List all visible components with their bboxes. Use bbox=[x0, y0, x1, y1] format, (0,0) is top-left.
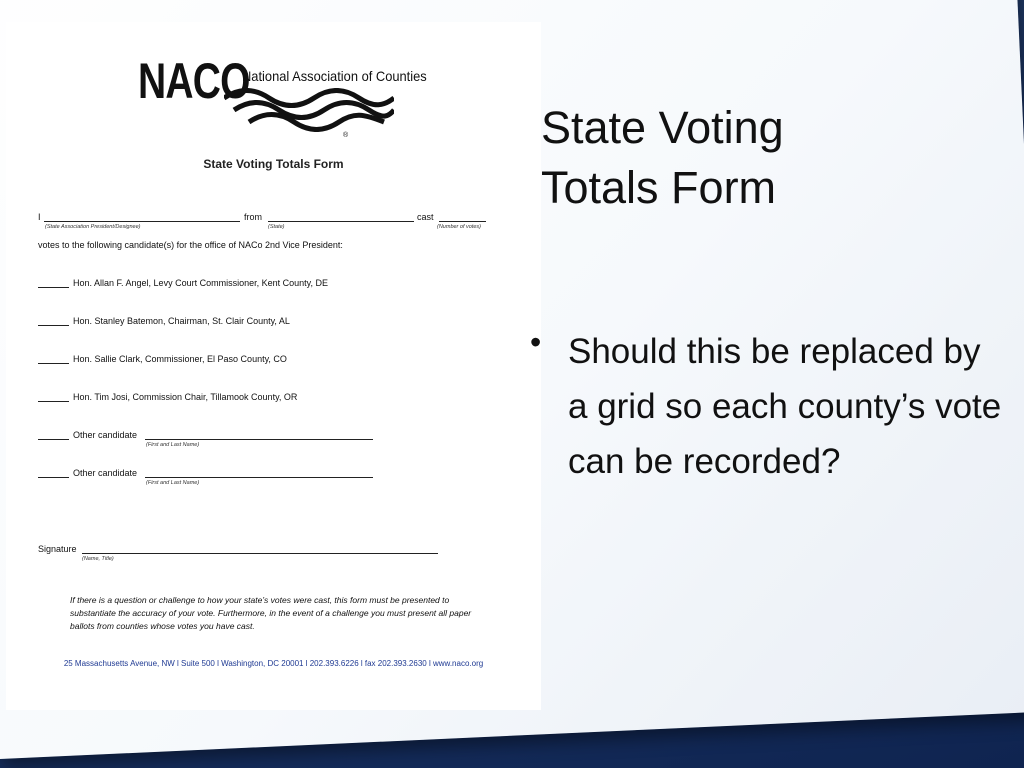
candidate-2: Hon. Stanley Batemon, Chairman, St. Clair County, AL bbox=[73, 316, 290, 326]
address-footer: 25 Massachusetts Avenue, NW l Suite 500 l Washington, DC 20001 l 202.393.6226 l fax 202.393.2630 l www.naco.org bbox=[63, 659, 484, 668]
line1-from: from bbox=[244, 212, 262, 222]
line1-cast: cast bbox=[417, 212, 434, 222]
slide-title-line1: State Voting bbox=[541, 102, 784, 153]
form-title: State Voting Totals Form bbox=[203, 157, 344, 171]
candidate-blank bbox=[38, 325, 69, 326]
other-candidate-sub: (First and Last Name) bbox=[146, 480, 200, 486]
candidate-4: Hon. Tim Josi, Commission Chair, Tillamook County, OR bbox=[73, 392, 298, 402]
candidate-1: Hon. Allan F. Angel, Levy Court Commissioner, Kent County, DE bbox=[73, 278, 328, 288]
signature-sub: (Name, Title) bbox=[82, 556, 114, 562]
other-candidate-blank bbox=[145, 439, 373, 440]
candidate-blank bbox=[38, 363, 69, 364]
sub-state: (State) bbox=[268, 224, 285, 230]
bullet-text: Should this be replaced by a grid so each county’s vote can be recorded? bbox=[568, 332, 1002, 481]
sub-president: (State Association President/Designee) bbox=[45, 224, 141, 230]
naco-logo bbox=[136, 52, 427, 147]
candidate-3: Hon. Sallie Clark, Commissioner, El Paso County, CO bbox=[73, 354, 287, 364]
president-blank bbox=[44, 221, 240, 222]
other-candidate-label: Other candidate bbox=[73, 430, 138, 440]
candidate-blank bbox=[38, 401, 69, 402]
signature-label: Signature bbox=[38, 544, 77, 554]
logo-waves-icon bbox=[224, 88, 394, 132]
slide-title-line2: Totals Form bbox=[541, 162, 777, 213]
challenge-notice: If there is a question or challenge to how your state’s votes were cast, this form must be presented to substantiate the accuracy of your vote. Furthermore, in the event of a challenge you must present all paper ballots from counties whose votes you have cast. bbox=[70, 595, 472, 631]
signature-blank bbox=[82, 553, 438, 554]
bullet-dot-icon: • bbox=[530, 324, 542, 360]
sub-votes: (Number of votes) bbox=[437, 224, 482, 230]
line1-prefix: I bbox=[38, 212, 41, 222]
logo-letters: NACO bbox=[138, 53, 250, 109]
votes-blank bbox=[439, 221, 486, 222]
registered-mark: ® bbox=[343, 132, 349, 139]
other-candidate-label: Other candidate bbox=[73, 468, 138, 478]
candidate-blank bbox=[38, 439, 69, 440]
votes-line: votes to the following candidate(s) for the office of NACo 2nd Vice President: bbox=[38, 240, 343, 250]
candidate-blank bbox=[38, 477, 69, 478]
other-candidate-sub: (First and Last Name) bbox=[146, 442, 200, 448]
candidate-blank bbox=[38, 287, 69, 288]
other-candidate-blank bbox=[145, 477, 373, 478]
slide-title bbox=[541, 98, 784, 218]
state-blank bbox=[268, 221, 414, 222]
logo-full-name: National Association of Counties bbox=[242, 68, 427, 84]
form-document-image bbox=[6, 22, 541, 710]
